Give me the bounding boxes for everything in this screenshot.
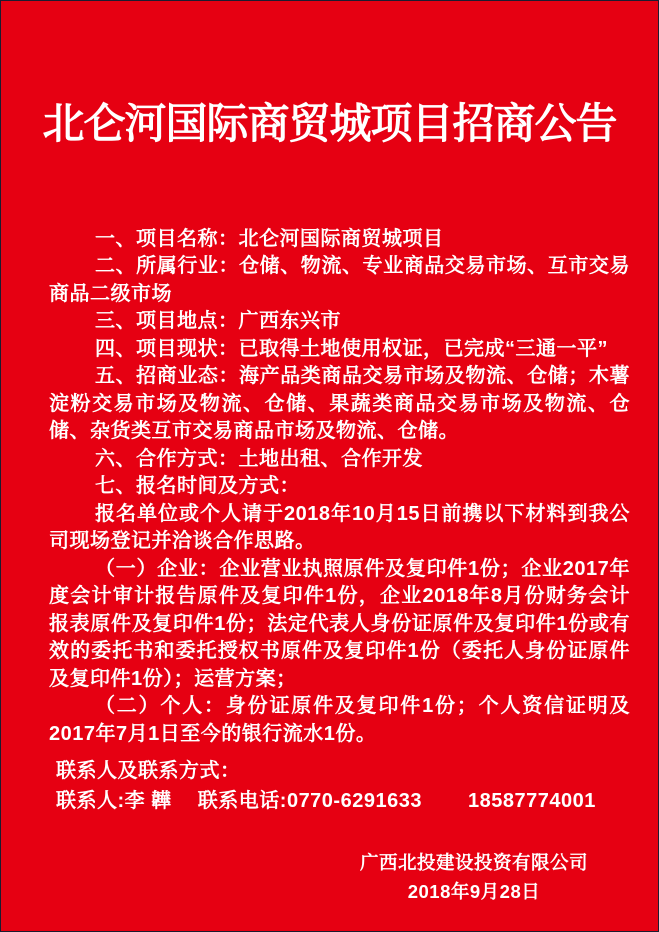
contact-section bbox=[1, 756, 658, 816]
contact-person: 联系人:李 韡 bbox=[56, 790, 172, 812]
body-paragraph-business-types: 五、招商业态：海产品类商品交易市场及物流、仓储；木薯淀粉交易市场及物流、仓储、果蔬类商品交易市场及物流、仓储、杂货类互市交易商品市场及物流、仓储。 bbox=[49, 365, 630, 442]
body-paragraph-industry: 二、所属行业：仓储、物流、专业商品交易市场、互市交易商品二级市场 bbox=[49, 255, 630, 305]
body-paragraph-location: 三、项目地点：广西东兴市 bbox=[95, 310, 341, 332]
body-paragraph-project-name: 一、项目名称：北仑河国际商贸城项目 bbox=[95, 227, 444, 250]
body-paragraph-registration-info: 报名单位或个人请于2018年10月15日前携以下材料到我公司现场登记并洽谈合作思路。 bbox=[49, 502, 630, 552]
footer-date: 2018年9月28日 bbox=[407, 881, 541, 902]
page-title: 北仑河国际商贸城项目招商公告 bbox=[42, 102, 617, 148]
contact-phone: 联系电话:0770-6291633 bbox=[197, 790, 422, 812]
body-paragraph-individual-materials: （二）个人：身份证原件及复印件1份；个人资信证明及2017年7月1日至今的银行流水1份。 bbox=[49, 695, 630, 745]
body-paragraph-cooperation: 六、合作方式：土地出租、合作开发 bbox=[95, 447, 423, 470]
body-paragraph-enterprise-materials: （一）企业：企业营业执照原件及复印件1份；企业2017年度会计审计报告原件及复印件1份，企业2018年8月份财务会计报表原件及复印件1份；法定代表人身份证原件及复印件1份或有效的委托书和委托授权书原件及复印件1份（委托人身份证原件及复印件1份）；运营方案； bbox=[49, 557, 630, 690]
contact-heading: 联系人及联系方式： bbox=[56, 760, 241, 782]
body-paragraph-status: 四、项目现状：已取得土地使用权证，已完成“三通一平” bbox=[95, 337, 608, 360]
announcement-body bbox=[1, 226, 658, 749]
footer-company: 广西北投建设投资有限公司 bbox=[359, 852, 588, 873]
contact-mobile: 18587774001 bbox=[468, 790, 596, 812]
body-paragraph-registration-heading: 七、报名时间及方式： bbox=[95, 475, 300, 497]
contact-line bbox=[56, 786, 630, 816]
signature-block bbox=[354, 848, 594, 906]
